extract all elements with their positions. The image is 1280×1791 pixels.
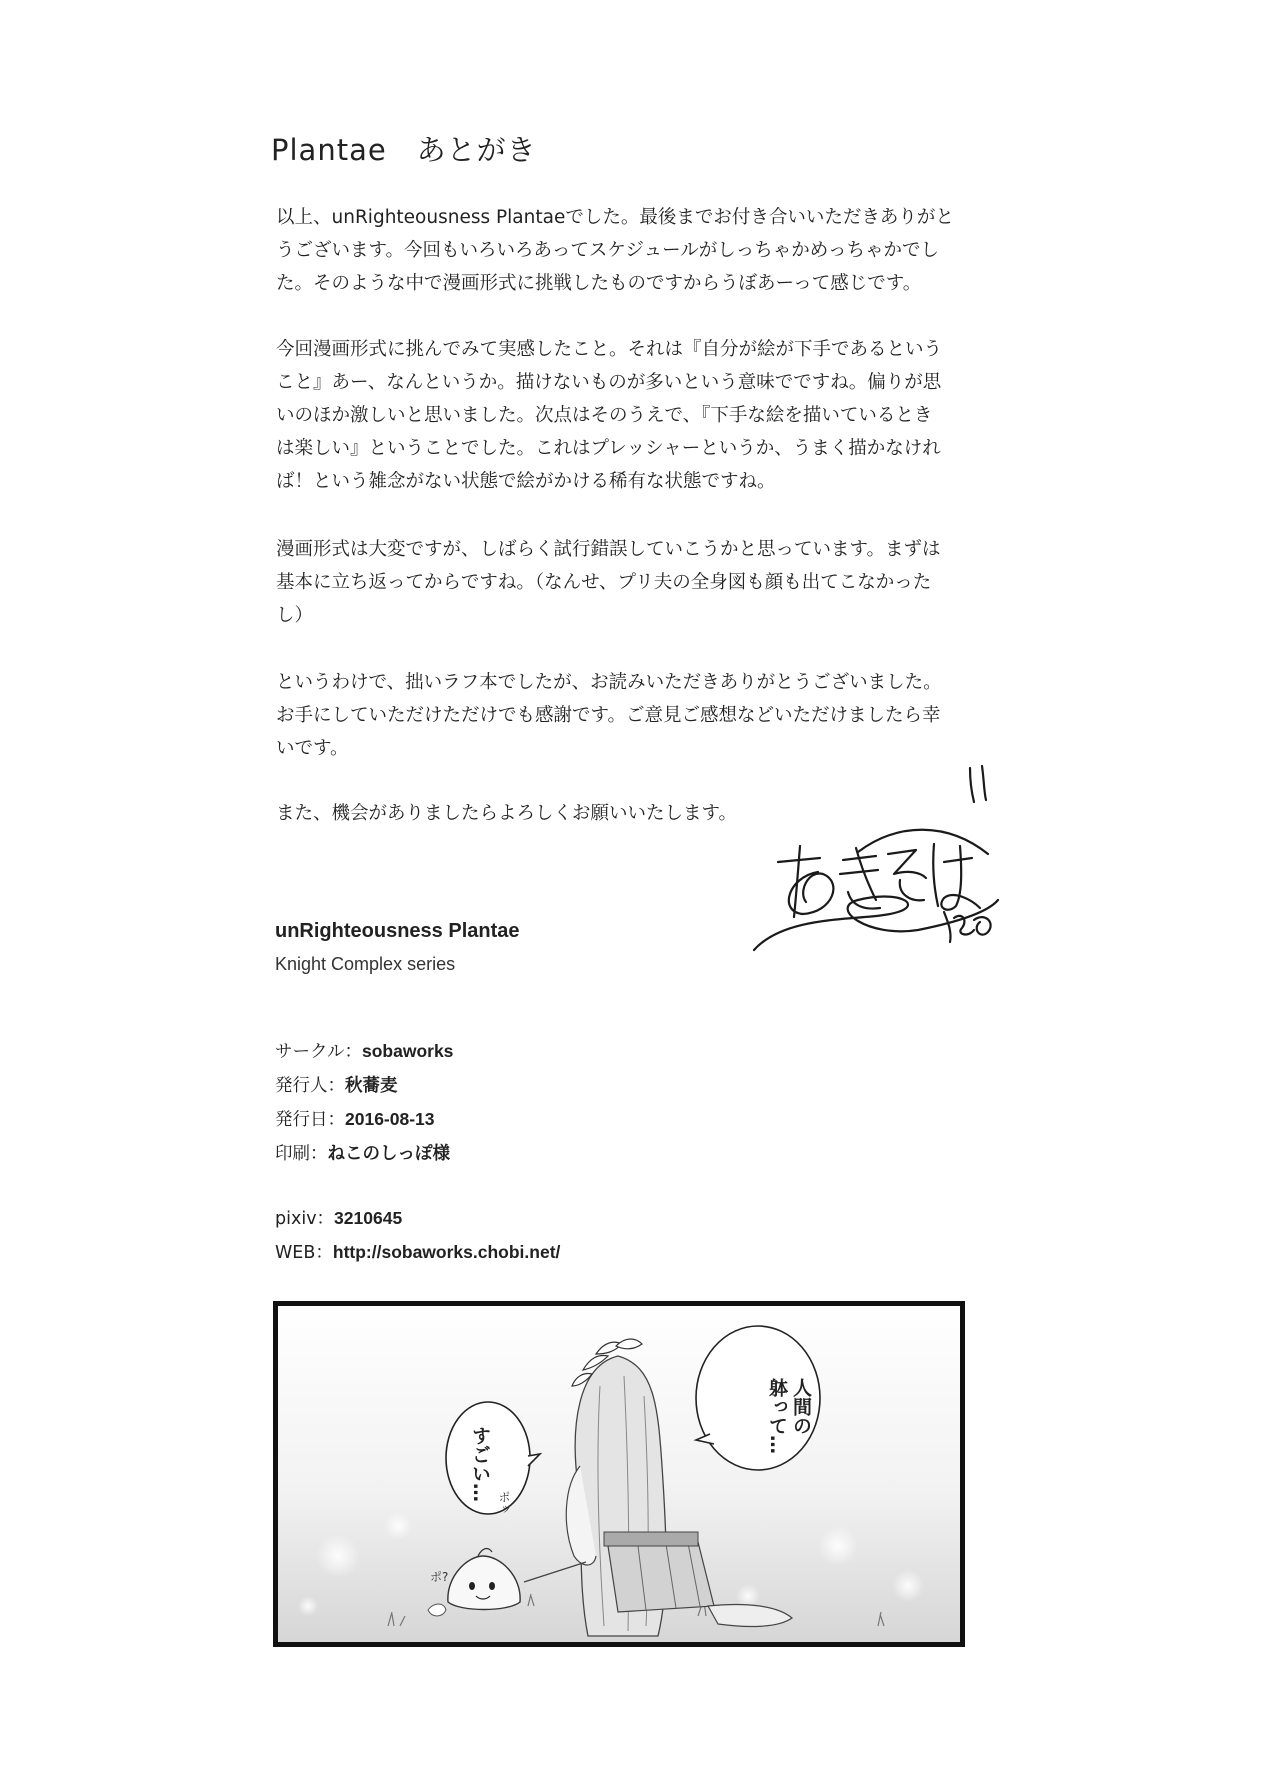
credit-circle: [275, 1035, 453, 1069]
credit-value: 秋蕎麦: [345, 1075, 398, 1095]
sound-effect-text: ポ?: [430, 1570, 449, 1584]
text-line: いのほか激しいと思いました。次点はそのうえで、『下手な絵を描いているとき: [276, 405, 933, 426]
credit-label: 発行日：: [275, 1110, 345, 1130]
text-line: 基本に立ち返ってからですね。（なんせ、プリ夫の全身図も顔も出てこなかった: [276, 572, 932, 593]
text-line: 今回漫画形式に挑んでみて実感したこと。それは『自分が絵が下手であるという: [276, 339, 943, 360]
illustration-art: [278, 1306, 960, 1642]
speech-text-left: すごい…: [469, 1426, 491, 1502]
link-pixiv: [275, 1202, 560, 1236]
credit-label: 印刷：: [275, 1144, 328, 1164]
link-value[interactable]: http://sobaworks.chobi.net/: [332, 1242, 561, 1262]
text-line: いです。: [276, 738, 349, 759]
book-title: unRighteousness Plantae: [275, 920, 520, 942]
link-value: 3210645: [334, 1208, 403, 1228]
colophon-links: [275, 1202, 560, 1270]
credit-date: [275, 1103, 453, 1137]
text-line: ば！という雑念がない状態で絵がかける稀有な状態ですね。: [276, 471, 776, 492]
speech-text-right: 人間の 躰って…: [766, 1378, 812, 1454]
text-line: うございます。今回もいろいろあってスケジュールがしっちゃかめっちゃかでし: [276, 240, 940, 261]
text-line: こと』あー、なんというか。描けないものが多いという意味でですね。偏りが思: [276, 372, 942, 393]
text-line: 以上、unRighteousness Plantaeでした。最後までお付き合いいただきありがと: [276, 207, 954, 228]
page-title: Plantae あとがき: [271, 133, 537, 167]
paragraph-4: [276, 666, 976, 765]
text-line: お手にしていただけただけでも感謝です。ご意見ご感想などいただけましたら幸: [276, 705, 941, 726]
text-line: 漫画形式は大変ですが、しばらく試行錯誤していこうかと思っています。まずは: [276, 539, 941, 560]
credit-publisher: [275, 1069, 453, 1103]
credit-printer: [275, 1137, 453, 1171]
credit-value: ねこのしっぽ様: [327, 1143, 450, 1163]
book-series: Knight Complex series: [275, 954, 456, 974]
credit-label: 発行人：: [275, 1076, 345, 1096]
paragraph-2: [276, 333, 976, 498]
signature-image: [748, 762, 1008, 972]
paragraph-1: [276, 201, 976, 300]
link-web[interactable]: [275, 1236, 560, 1270]
link-label: pixiv：: [275, 1209, 335, 1229]
paragraph-3: [276, 533, 976, 632]
text-line: し）: [276, 605, 314, 626]
credit-value: sobaworks: [361, 1041, 454, 1061]
credit-label: サークル：: [275, 1042, 362, 1062]
illustration-panel: [273, 1301, 965, 1647]
link-label: WEB：: [275, 1243, 333, 1263]
text-line: また、機会がありましたらよろしくお願いいたします。: [276, 803, 738, 824]
sound-effect-text: ポッ: [497, 1491, 511, 1515]
text-line: というわけで、拙いラフ本でしたが、お読みいただきありがとうございました。: [276, 672, 942, 693]
colophon-credits: [275, 1035, 453, 1171]
credit-value: 2016-08-13: [345, 1109, 435, 1129]
text-line: た。そのような中で漫画形式に挑戦したものですからうぼあーって感じです。: [276, 273, 922, 294]
text-line: は楽しい』ということでした。これはプレッシャーというか、うまく描かなけれ: [276, 438, 941, 459]
